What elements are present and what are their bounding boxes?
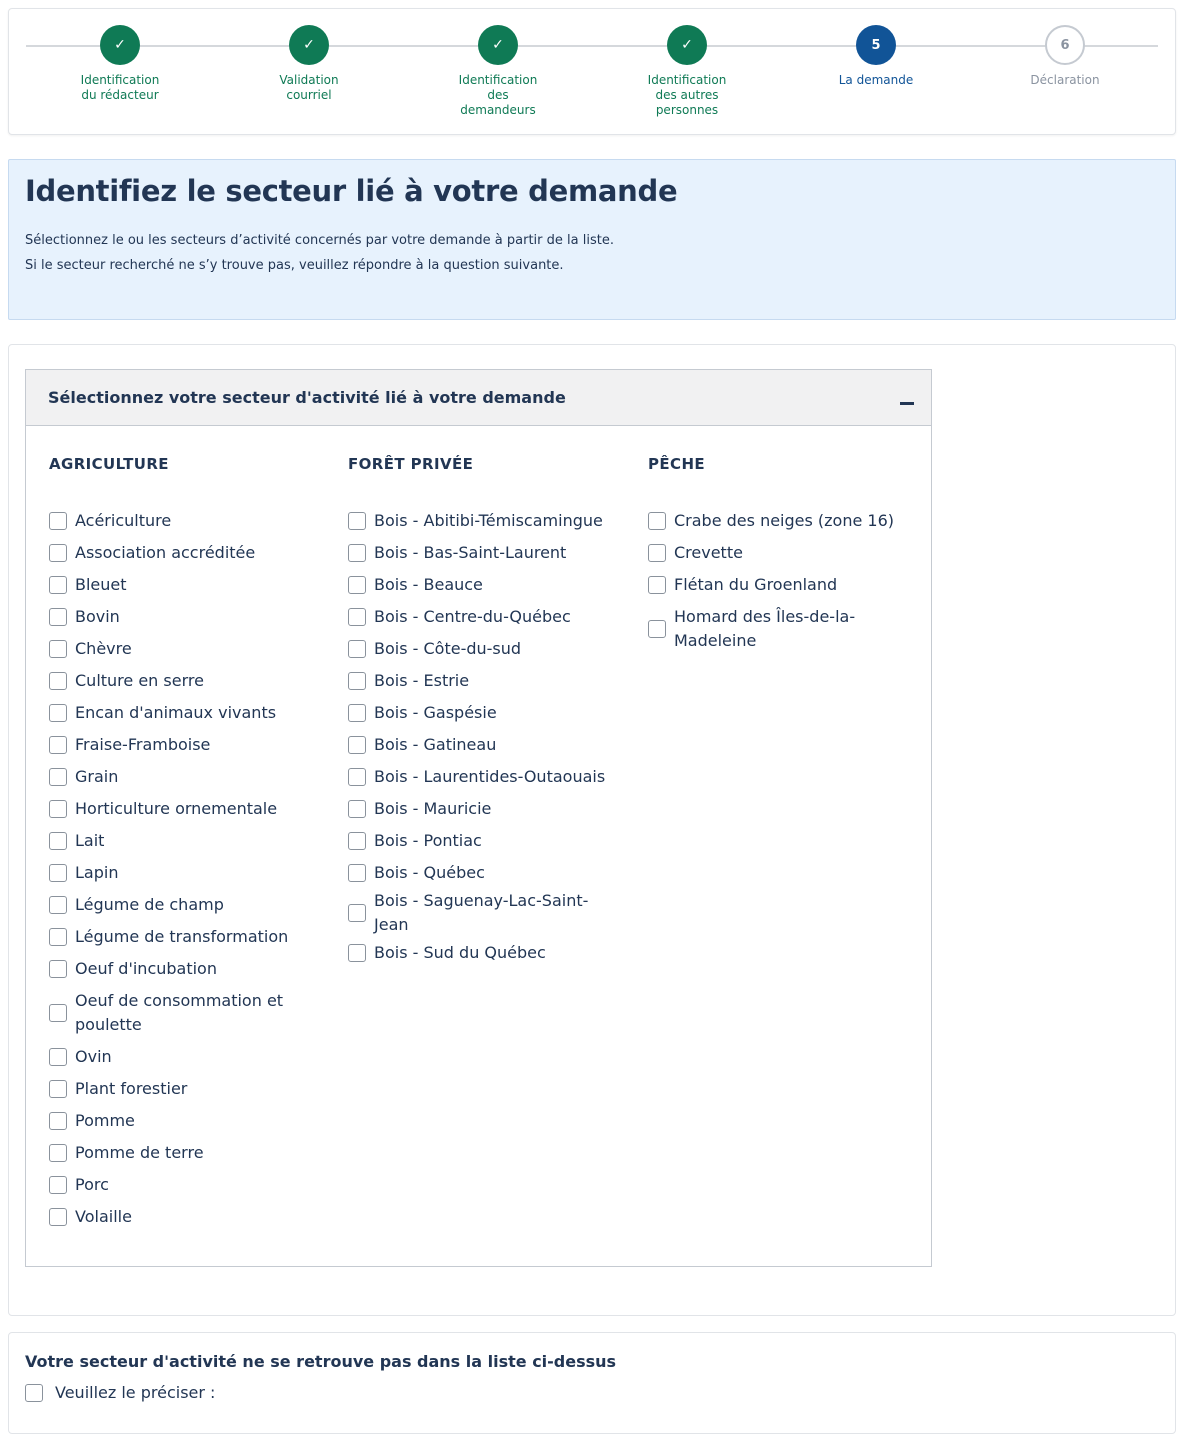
step-6 xyxy=(985,25,1145,88)
sector-option[interactable] xyxy=(49,985,324,1041)
sector-option-label: Grain xyxy=(75,767,119,786)
sector-option-label: Bois - Gaspésie xyxy=(374,703,497,722)
sector-checkbox[interactable] xyxy=(348,768,366,786)
sector-checkbox[interactable] xyxy=(348,800,366,818)
sector-option-label: Homard des Îles-de-la-Madeleine xyxy=(674,607,856,650)
intro-banner xyxy=(8,159,1176,320)
intro-text-line-2: Si le secteur recherché ne s’y trouve pas, veuillez répondre à la question suivante. xyxy=(25,258,564,273)
sector-option-label: Oeuf d'incubation xyxy=(75,959,217,978)
sector-checkbox[interactable] xyxy=(348,704,366,722)
sector-option-label: Oeuf de consommation et poulette xyxy=(75,991,284,1034)
sector-option[interactable] xyxy=(49,537,324,569)
sector-option[interactable] xyxy=(348,889,623,937)
step-label: Identification du rédacteur xyxy=(80,73,160,102)
other-sector-option[interactable] xyxy=(25,1381,1159,1405)
sector-option[interactable] xyxy=(348,537,623,569)
sector-checkbox[interactable] xyxy=(49,1144,67,1162)
sector-checkbox[interactable] xyxy=(49,1112,67,1130)
sector-option-label: Crevette xyxy=(674,543,743,562)
sector-option-label: Bois - Estrie xyxy=(374,671,470,690)
step-2 xyxy=(229,25,389,103)
sector-checkbox[interactable] xyxy=(49,832,67,850)
column-agriculture xyxy=(49,455,324,1233)
sector-checkbox[interactable] xyxy=(49,544,67,562)
sector-option[interactable] xyxy=(49,601,324,633)
sector-option[interactable] xyxy=(49,665,324,697)
sector-option[interactable] xyxy=(348,697,623,729)
sector-option[interactable] xyxy=(348,505,623,537)
sector-option-label: Bois - Mauricie xyxy=(374,799,492,818)
intro-text-line-1: Sélectionnez le ou les secteurs d’activité concernés par votre demande à partir de la liste. xyxy=(25,233,614,248)
sector-option-label: Association accréditée xyxy=(75,543,256,562)
sector-selection-card xyxy=(8,344,1176,1316)
sector-option[interactable] xyxy=(49,697,324,729)
sector-option[interactable] xyxy=(49,633,324,665)
sector-option-label: Bois - Beauce xyxy=(374,575,483,594)
sector-option[interactable] xyxy=(49,505,324,537)
sector-checkbox[interactable] xyxy=(49,704,67,722)
step-label: La demande xyxy=(838,73,914,87)
sector-option[interactable] xyxy=(49,825,324,857)
sector-option[interactable] xyxy=(348,569,623,601)
sector-option-label: Fraise-Framboise xyxy=(75,735,211,754)
sector-option[interactable] xyxy=(49,729,324,761)
sector-checkbox[interactable] xyxy=(49,672,67,690)
sector-option[interactable] xyxy=(49,953,324,985)
sector-checkbox[interactable] xyxy=(648,544,666,562)
sector-option[interactable] xyxy=(648,569,898,601)
sector-option-label: Lapin xyxy=(75,863,119,882)
sector-option[interactable] xyxy=(49,889,324,921)
sector-checkbox[interactable] xyxy=(348,672,366,690)
sector-option[interactable] xyxy=(348,729,623,761)
sector-option-label: Légume de transformation xyxy=(75,927,289,946)
sector-option-label: Acériculture xyxy=(75,511,172,530)
sector-checkbox[interactable] xyxy=(49,640,67,658)
sector-option-label: Flétan du Groenland xyxy=(674,575,838,594)
sector-option[interactable] xyxy=(49,1137,324,1169)
sector-option[interactable] xyxy=(49,569,324,601)
sector-option-label: Bois - Laurentides-Outaouais xyxy=(374,767,606,786)
sector-option[interactable] xyxy=(348,761,623,793)
sector-option-label: Lait xyxy=(75,831,105,850)
step-3 xyxy=(418,25,578,118)
sector-checkbox[interactable] xyxy=(49,1048,67,1066)
sector-checkbox[interactable] xyxy=(49,864,67,882)
sector-option-label: Pomme de terre xyxy=(75,1143,204,1162)
sector-checkbox[interactable] xyxy=(49,512,67,530)
sector-checkbox[interactable] xyxy=(49,768,67,786)
sector-option-label: Porc xyxy=(75,1175,109,1194)
page-title: Identifiez le secteur lié à votre demande xyxy=(25,174,678,208)
step-label: Validation courriel xyxy=(279,73,339,102)
sector-option-label: Encan d'animaux vivants xyxy=(75,703,277,722)
other-sector-label: Veuillez le préciser : xyxy=(55,1383,216,1402)
sector-option[interactable] xyxy=(49,761,324,793)
sector-option[interactable] xyxy=(49,1201,324,1233)
sector-option[interactable] xyxy=(49,921,324,953)
sector-checkbox[interactable] xyxy=(49,1080,67,1098)
sector-checkbox[interactable] xyxy=(49,576,67,594)
sector-option[interactable] xyxy=(348,857,623,889)
minus-icon[interactable] xyxy=(895,386,919,410)
sector-option[interactable] xyxy=(348,825,623,857)
check-icon: ✓ xyxy=(100,25,140,65)
sector-option-label: Chèvre xyxy=(75,639,132,658)
sector-checkbox[interactable] xyxy=(49,896,67,914)
check-icon: ✓ xyxy=(478,25,518,65)
sector-option[interactable] xyxy=(49,1073,324,1105)
sector-checkbox[interactable] xyxy=(348,944,366,962)
column-title: FORÊT PRIVÉE xyxy=(348,455,474,473)
sector-checkbox[interactable] xyxy=(648,620,666,638)
sector-option-label: Bois - Abitibi-Témiscamingue xyxy=(374,511,603,530)
sector-option-label: Bois - Gatineau xyxy=(374,735,497,754)
sector-option[interactable] xyxy=(49,793,324,825)
sector-option-label: Bois - Centre-du-Québec xyxy=(374,607,571,626)
other-sector-card xyxy=(8,1332,1176,1434)
sector-option-label: Plant forestier xyxy=(75,1079,188,1098)
sector-option-label: Bois - Sud du Québec xyxy=(374,943,546,962)
sector-checkbox[interactable] xyxy=(348,832,366,850)
sector-option[interactable] xyxy=(49,1105,324,1137)
sector-checkbox[interactable] xyxy=(49,800,67,818)
sector-option-label: Horticulture ornementale xyxy=(75,799,278,818)
sector-option[interactable] xyxy=(648,601,898,657)
sector-option[interactable] xyxy=(348,633,623,665)
sector-checkbox[interactable] xyxy=(49,736,67,754)
sector-option-label: Crabe des neiges (zone 16) xyxy=(674,511,895,530)
column-peche xyxy=(648,455,898,657)
sector-option-label: Pomme xyxy=(75,1111,135,1130)
step-number: 6 xyxy=(1045,25,1085,65)
sector-checkbox[interactable] xyxy=(49,960,67,978)
sector-option-label: Bois - Côte-du-sud xyxy=(374,639,522,658)
sector-panel-header[interactable] xyxy=(26,370,931,426)
sector-option-label: Ovin xyxy=(75,1047,112,1066)
step-4 xyxy=(607,25,767,118)
sector-option[interactable] xyxy=(348,601,623,633)
sector-checkbox[interactable] xyxy=(348,736,366,754)
sector-option-label: Légume de champ xyxy=(75,895,224,914)
other-sector-title: Votre secteur d'activité ne se retrouve pas dans la liste ci-dessus xyxy=(25,1352,617,1371)
sector-panel xyxy=(25,369,932,1267)
sector-checkbox[interactable] xyxy=(348,608,366,626)
step-label: Identification des demandeurs xyxy=(458,73,538,117)
sector-checkbox[interactable] xyxy=(49,1176,67,1194)
sector-checkbox[interactable] xyxy=(49,1004,67,1022)
column-title: AGRICULTURE xyxy=(49,455,169,473)
sector-checkbox[interactable] xyxy=(348,544,366,562)
sector-checkbox[interactable] xyxy=(348,864,366,882)
step-5 xyxy=(796,25,956,88)
progress-stepper xyxy=(8,8,1176,135)
sector-option-label: Bois - Saguenay-Lac-Saint-Jean xyxy=(374,891,589,934)
sector-checkbox[interactable] xyxy=(348,904,366,922)
step-label: Déclaration xyxy=(1030,73,1100,87)
column-title: PÊCHE xyxy=(648,455,706,473)
sector-option[interactable] xyxy=(348,665,623,697)
sector-checkbox[interactable] xyxy=(49,1208,67,1226)
sector-option[interactable] xyxy=(648,505,898,537)
step-1 xyxy=(40,25,200,103)
sector-option-label: Bois - Pontiac xyxy=(374,831,482,850)
step-number: 5 xyxy=(856,25,896,65)
sector-option-label: Bovin xyxy=(75,607,120,626)
sector-checkbox[interactable] xyxy=(49,608,67,626)
sector-checkbox[interactable] xyxy=(648,576,666,594)
sector-panel-title: Sélectionnez votre secteur d'activité lié à votre demande xyxy=(48,388,566,407)
sector-option-label: Bleuet xyxy=(75,575,127,594)
sector-checkbox[interactable] xyxy=(348,576,366,594)
sector-option[interactable] xyxy=(348,793,623,825)
column-foret-privee xyxy=(348,455,623,969)
sector-option[interactable] xyxy=(49,1169,324,1201)
sector-checkbox[interactable] xyxy=(348,512,366,530)
sector-option[interactable] xyxy=(648,537,898,569)
sector-option-label: Bois - Québec xyxy=(374,863,485,882)
step-label: Identification des autres personnes xyxy=(647,73,727,117)
sector-checkbox[interactable] xyxy=(648,512,666,530)
sector-checkbox[interactable] xyxy=(49,928,67,946)
sector-option[interactable] xyxy=(49,857,324,889)
sector-option-label: Culture en serre xyxy=(75,671,204,690)
check-icon: ✓ xyxy=(667,25,707,65)
sector-checkbox[interactable] xyxy=(348,640,366,658)
sector-option-label: Volaille xyxy=(75,1207,132,1226)
check-icon: ✓ xyxy=(289,25,329,65)
other-sector-checkbox[interactable] xyxy=(25,1384,43,1402)
sector-option-label: Bois - Bas-Saint-Laurent xyxy=(374,543,567,562)
sector-option[interactable] xyxy=(49,1041,324,1073)
sector-option[interactable] xyxy=(348,937,623,969)
